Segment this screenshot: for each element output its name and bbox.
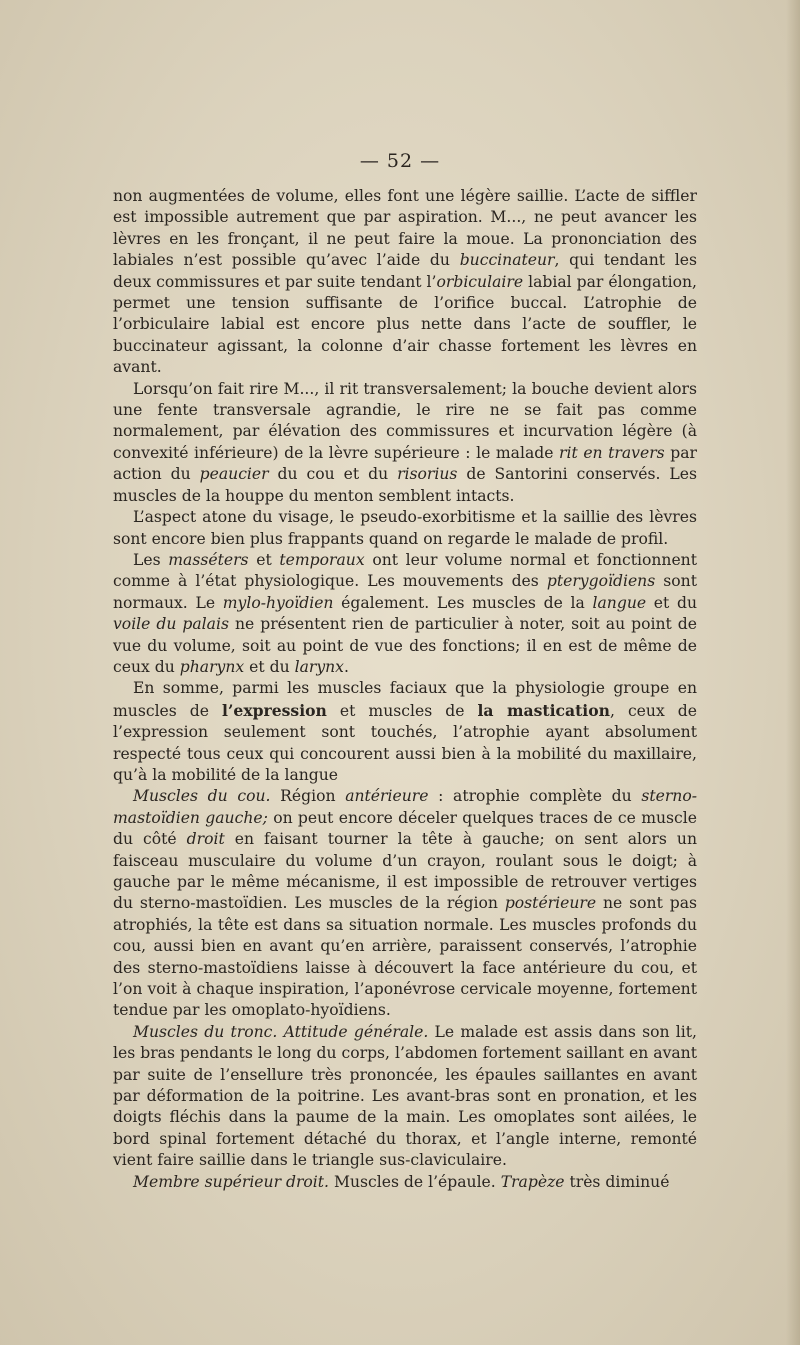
page-edge-shadow [786,0,800,1345]
paragraph [113,379,697,507]
text-segment: du cou et du [268,465,398,484]
text-segment: , ceux de l’expression seulement sont touchés, l’atrophie ayant absolument respecté tous ceux qui concourent aussi bien à la mobilité du maxillaire, qu’à la mobilité de la langue [113,701,697,784]
text-segment: de Santorini conservés. Les muscles de la houppe du menton semblent intacts. [113,465,697,505]
text-segment: Muscles du tronc. Attitude générale. [133,1022,429,1041]
text-segment: en faisant tourner la tête à gauche; on sent alors un faisceau musculaire du volume d’un crayon, roulant sous le doigt; à gauche par le même mécanisme, il est impossible de retrouver vertiges du sterno-mastoïdien. Les muscles de la région [113,830,697,913]
text-segment: risorius [397,465,458,484]
text-segment: ne présentent rien de particulier à noter, soit au point de vue du volume, soit au point de vue des fonctions; il en est de même de ceux du [113,615,697,676]
text-segment: sterno-mastoïdien gauche; [113,787,697,827]
text-segment: Muscles de l’épaule. [329,1172,501,1191]
text-segment: également. Les muscles de la [333,593,593,612]
text-segment: larynx [294,657,344,676]
page-number: — 52 — [359,150,441,172]
paragraph [113,550,697,678]
text-segment: langue [592,593,647,612]
text-segment: temporaux [279,550,365,569]
paragraph [113,678,697,786]
text-segment: l’expression [222,700,327,720]
text-segment: rit en travers [559,443,665,462]
paragraph [113,507,697,550]
text-segment: mylo-hyoïdien [222,593,334,612]
text-segment: droit [186,830,225,849]
text-segment: par action du [113,443,697,484]
text-segment: voile du palais [113,615,229,634]
text-segment: orbiculaire [436,272,524,291]
paragraph [113,1172,697,1193]
body-text [113,186,697,1193]
text-segment: Les [133,550,169,569]
text-segment: ont leur volume normal et fonctionnent comme à l’état physiologique. Les mouvements des [113,550,697,591]
text-segment: L’aspect atone du visage, le pseudo-exorbitisme et la saillie des lèvres sont encore bien plus frappants quand on regarde le malade de profil. [113,508,697,548]
text-segment: . [343,657,349,676]
text-segment: pharynx [179,657,245,676]
paragraph [113,186,697,379]
text-segment: labial par élongation, permet une tension suffisante de l’orifice buccal. L’atrophie de l’orbiculaire labial est encore plus nette dans l’acte de souffler, le buccinateur agissant, la colonne d’air chasse fortement les lèvres en avant. [113,272,697,377]
text-segment: on peut encore déceler quelques traces de ce muscle du côté [113,808,697,849]
paragraph [113,786,697,1021]
text-segment: Région [270,787,346,806]
text-segment: Le malade est assis dans son lit, les bras pendants le long du corps, l’abdomen fortement saillant en avant par suite de l’ensellure très prononcée, les épaules saillantes en avant par déformation de la poitrine. Les avant-bras sont en pronation, et les doigts fléchis dans la paume de la main. Les omoplates sont ailées, le bord spinal fortement détaché du thorax, et l’angle interne, remonté vient faire saillie dans le triangle sus-claviculaire. [113,1022,697,1170]
text-segment: masséters [168,550,249,569]
text-segment: et du [244,657,295,676]
text-segment: Membre supérieur droit. [133,1172,330,1191]
text-segment: et muscles de [326,701,478,720]
text-segment: très diminué [564,1172,670,1191]
text-segment: et du [646,593,698,612]
text-segment: non augmentées de volume, elles font une légère saillie. L’acte de siffler est impossible autrement que par aspiration. M..., ne peut avancer les lèvres en les fronçant, il ne peut faire la moue. La prononciation des labiales n’est possible qu’avec l’aide du [113,187,697,270]
text-segment: : atrophie complète du [428,787,642,806]
text-segment: En somme, parmi les muscles faciaux que la physiologie groupe en muscles de [113,679,697,720]
text-segment: Trapèze [500,1172,565,1191]
text-segment: Muscles du cou. [133,787,271,806]
text-segment: pterygoïdiens [546,572,656,591]
text-segment: peaucier [199,465,269,484]
paragraph [113,1022,697,1172]
text-segment: antérieure [345,787,429,806]
text-segment: la mastication [477,700,610,720]
text-segment: , qui tendant les deux commissures et par suite tendant l’ [113,251,697,291]
text-segment: postérieure [504,894,597,913]
text-segment: buccinateur [459,251,555,270]
text-segment: et [248,550,280,569]
text-segment: sont normaux. Le [113,572,697,612]
text-segment: ne sont pas atrophiés, la tête est dans sa situation normale. Les muscles profonds du cou, aussi bien en avant qu’en arrière, paraissent conservés, l’atrophie des sterno-mastoïdiens laisse à découvert la face antérieure du cou, et l’on voit à chaque inspiration, l’aponévrose cervicale moyenne, fortement tendue par les omoplato-hyoïdiens. [113,894,698,1020]
text-segment: Lorsqu’on fait rire M..., il rit transversalement; la bouche devient alors une fente transversale agrandie, le rire ne se fait pas comme normalement, par élévation des commissures et incurvation légère (à convexité inférieure) de la lèvre supérieure : le malade [113,379,697,462]
